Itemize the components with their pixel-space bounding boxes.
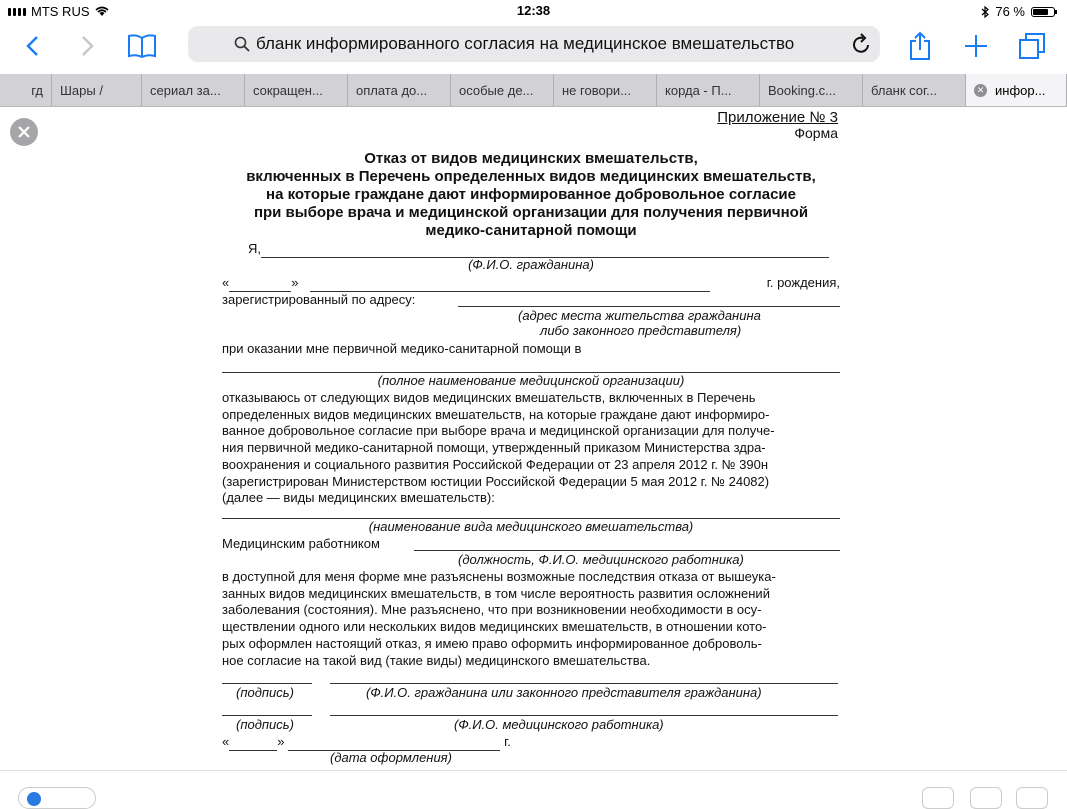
paragraph-line: в доступной для меня форме мне разъяснены возможные последствия отказа от вышеука-: [222, 569, 776, 584]
med-worker-line: [222, 536, 840, 553]
chevron-right-icon: [81, 35, 95, 57]
date-caption: (дата оформления): [330, 750, 452, 765]
paragraph-line: отказываюсь от следующих видов медицинских вмешательств, включенных в Перечень: [222, 390, 756, 405]
tab-item-active[interactable]: [966, 74, 1067, 106]
citizen-name-blank: [330, 671, 838, 684]
title-line: включенных в Перечень определенных видов медицинских вмешательств,: [246, 168, 816, 185]
close-tab-icon[interactable]: ✕: [974, 84, 987, 97]
fio-line: [222, 241, 840, 258]
med-worker-label: Медицинским работником: [222, 536, 380, 551]
provision-text: при оказании мне первичной медико-санитарной помощи в: [222, 341, 582, 356]
clock: 12:38: [516, 3, 551, 18]
quote-open: «: [222, 275, 230, 290]
worker-fio-caption: (Ф.И.О. медицинского работника): [454, 717, 664, 732]
tab-item[interactable]: [657, 74, 760, 106]
globe-icon: [27, 792, 41, 806]
title-line: Отказ от видов медицинских вмешательств,: [364, 150, 698, 167]
tab-label: корда - П...: [665, 82, 732, 98]
carrier-label: MTS RUS: [31, 4, 90, 19]
appendix-number: Приложение № 3: [717, 109, 838, 126]
battery-fill: [1033, 9, 1048, 15]
tab-strip: [0, 74, 1067, 107]
address-caption-1: (адрес места жительства гражданина: [518, 308, 761, 323]
med-worker-blank: [414, 536, 840, 551]
tab-label: не говори...: [562, 82, 632, 98]
tab-item[interactable]: [142, 74, 245, 106]
tab-label: Шары /: [60, 82, 103, 98]
paragraph-line: (далее — виды медицинских вмешательств):: [222, 490, 495, 506]
tab-label: гд: [31, 82, 43, 98]
title-line: медико-санитарной помощи: [425, 222, 637, 239]
paragraph-line: воохранения и социального развития Российской Федерации от 23 апреля 2012 г. № 390н: [222, 456, 769, 472]
intervention-blank: [222, 504, 840, 519]
document-title: [222, 150, 840, 240]
scroll-up-button[interactable]: [922, 787, 954, 809]
form-label: Форма: [794, 124, 838, 141]
paragraph-line: ществлении одного или нескольких видов медицинских вмешательств, в отношении кото-: [222, 619, 767, 635]
title-line: на которые граждане дают информированное добровольное согласие: [266, 186, 796, 203]
worker-name-blank: [330, 703, 838, 716]
address-text: бланк информированного согласия на медицинское вмешательство: [256, 34, 795, 53]
tab-label: оплата до...: [356, 82, 428, 98]
battery-icon: [1031, 7, 1055, 17]
tab-item[interactable]: [0, 74, 52, 106]
quote-close: »: [277, 734, 285, 749]
tabs-overview-button[interactable]: [1016, 30, 1048, 62]
share-button[interactable]: [904, 30, 936, 62]
book-icon: [127, 33, 157, 59]
status-right: [981, 4, 1055, 19]
tab-item[interactable]: [52, 74, 142, 106]
date-line: [222, 734, 840, 751]
paragraph-line: (зарегистрирован Министерством юстиции Российской Федерации 5 мая 2012 г. № 24082): [222, 473, 770, 489]
tab-item[interactable]: [245, 74, 348, 106]
title-line: при выборе врача и медицинской организации для получения первичной: [253, 204, 809, 221]
signature-caption: (подпись): [236, 685, 294, 700]
refusal-paragraph: [222, 390, 840, 507]
bluetooth-icon: [981, 6, 989, 18]
birth-line: [222, 275, 840, 292]
share-icon: [908, 31, 932, 61]
worker-caption: (должность, Ф.И.О. медицинского работника): [458, 552, 744, 567]
reload-icon[interactable]: [852, 33, 872, 60]
tab-item[interactable]: [554, 74, 657, 106]
quote-open: «: [222, 734, 230, 749]
tab-label: Booking.c...: [768, 82, 836, 98]
tab-label: сериал за...: [150, 82, 221, 98]
tab-label: бланк сог...: [871, 82, 938, 98]
battery-percent: 76 %: [995, 4, 1025, 19]
bottom-bar: [0, 770, 1067, 801]
plus-icon: [963, 33, 989, 59]
chevron-left-icon: [25, 35, 39, 57]
appendix-header: [717, 110, 838, 141]
address-blank: [458, 292, 840, 307]
bottom-action-button[interactable]: [970, 787, 1002, 809]
fio-caption: (Ф.И.О. гражданина): [468, 257, 594, 272]
bookmarks-button[interactable]: [124, 30, 160, 62]
address-line: [222, 292, 840, 309]
signature-caption: (подпись): [236, 717, 294, 732]
paragraph-line: ния первичной медико-санитарной помощи, утвержденный приказом Министерства здра-: [222, 440, 766, 456]
registered-label: зарегистрированный по адресу:: [222, 292, 416, 307]
back-button[interactable]: [16, 30, 48, 62]
status-bar: [0, 0, 1067, 22]
tab-label: сокращен...: [253, 82, 323, 98]
ya-label: Я,: [248, 241, 261, 256]
tab-item[interactable]: [863, 74, 966, 106]
new-tab-button[interactable]: [960, 30, 992, 62]
document-image: [222, 108, 840, 768]
paragraph-line: рых оформлен настоящий отказ, я имею право оформить информированное доброволь-: [222, 635, 762, 651]
forward-button[interactable]: [72, 30, 104, 62]
signature-blank: [222, 703, 312, 716]
paragraph-line: определенных видов медицинских вмешательств, на которые граждане дают информиро-: [222, 406, 770, 422]
tabs-icon: [1018, 32, 1046, 60]
address-caption-2: либо законного представителя): [540, 323, 742, 338]
intervention-caption: (наименование вида медицинского вмешательства): [368, 519, 694, 534]
organization-blank: [222, 358, 840, 373]
citizen-caption: (Ф.И.О. гражданина или законного представителя гражданина): [366, 685, 762, 700]
tab-label: особые де...: [459, 82, 534, 98]
browser-toolbar: [0, 22, 1067, 70]
birth-label: г. рождения,: [766, 275, 840, 290]
signature-rules-1: [222, 671, 840, 683]
bottom-pill-button[interactable]: [18, 787, 96, 809]
close-icon: [18, 126, 30, 138]
bottom-action-button[interactable]: [1016, 787, 1048, 809]
signature-rules-2: [222, 703, 840, 715]
paragraph-line: ванное добровольное согласие при выборе врача и медицинской организации для получе-: [222, 423, 775, 439]
paragraph-line: ное согласие на такой вид (такие виды) медицинского вмешательства.: [222, 652, 651, 668]
organization-caption: (полное наименование медицинской организации): [377, 373, 685, 388]
address-bar[interactable]: [188, 26, 880, 62]
close-image-button[interactable]: [10, 118, 38, 146]
year-label: г.: [504, 734, 511, 749]
quote-close: »: [291, 275, 299, 290]
tab-item[interactable]: [348, 74, 451, 106]
tab-label: инфор...: [995, 82, 1046, 98]
search-icon: [234, 36, 250, 52]
paragraph-line: занных видов медицинских вмешательств, в том числе вероятность развития осложнений: [222, 585, 770, 601]
tab-item[interactable]: [451, 74, 554, 106]
signature-blank: [222, 671, 312, 684]
paragraph-line: заболевания (состояния). Мне разъяснено, что при возникновении необходимости в осу-: [222, 602, 762, 618]
tab-item[interactable]: [760, 74, 863, 106]
explained-paragraph: [222, 569, 840, 669]
